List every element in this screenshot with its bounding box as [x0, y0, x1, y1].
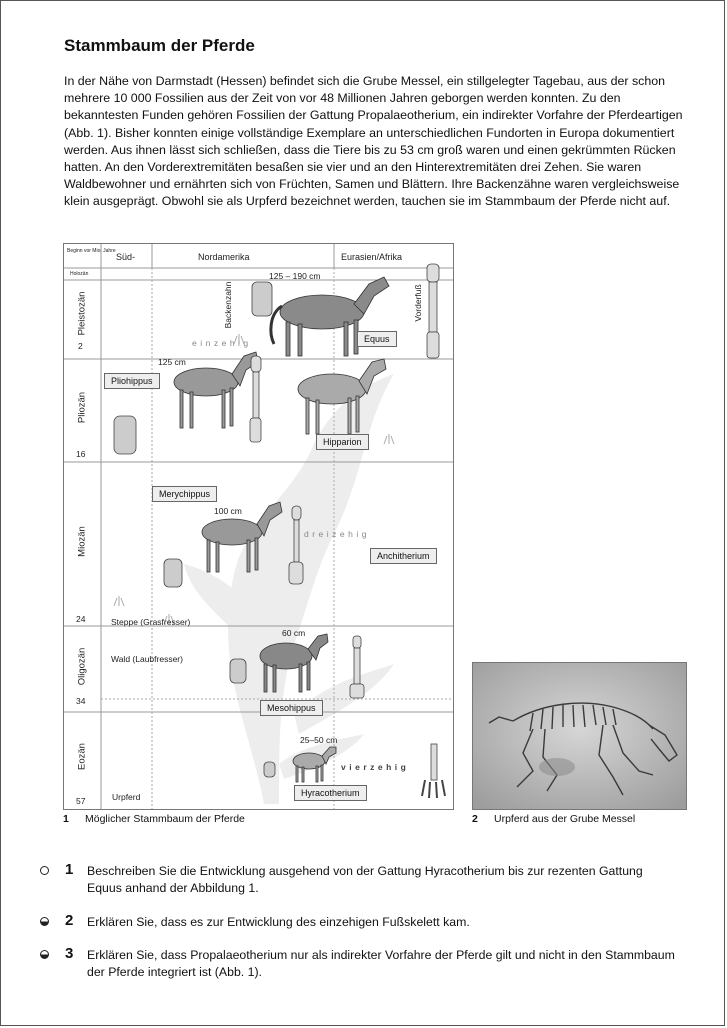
mesohippus-foot-illustration [350, 636, 364, 698]
difficulty-empty-circle-icon [40, 866, 49, 875]
holozaen-label: Holozän [70, 271, 89, 277]
difficulty-half-circle-icon [40, 950, 49, 959]
header-sued: Süd- [116, 252, 136, 262]
family-tree-graphic [64, 244, 453, 809]
hyracotherium-foot-illustration [422, 744, 445, 798]
merychippus-size: 100 cm [214, 506, 242, 516]
genus-label-pliohippus: Pliohippus [104, 373, 160, 389]
equus-size: 125 – 190 cm [269, 271, 321, 281]
vorderfuss-label: Vorderfuß [413, 284, 423, 322]
figure-urpferd-fossil [472, 662, 687, 810]
figure1-caption-text: Möglicher Stammbaum der Pferde [85, 813, 245, 825]
page-title: Stammbaum der Pferde [64, 36, 255, 55]
header-nordamerika: Nordamerika [198, 252, 250, 262]
equus-foot-illustration [427, 264, 439, 358]
mesohippus-tooth-illustration [230, 659, 246, 683]
habitat-steppe: Steppe (Grasfresser) [111, 617, 191, 627]
merychippus-tooth-illustration [164, 559, 182, 587]
mesohippus-size: 60 cm [282, 628, 306, 638]
epoch-start: 16 [76, 449, 86, 459]
genus-label-mesohippus: Mesohippus [260, 700, 323, 716]
header-eurasien: Eurasien/Afrika [341, 252, 403, 262]
epoch-label: Eozän [76, 743, 88, 770]
difficulty-half-circle-icon [40, 917, 49, 926]
task-item [40, 863, 680, 899]
genus-label-merychippus: Merychippus [152, 486, 217, 502]
figure2-caption-text: Urpferd aus der Grube Messel [494, 813, 636, 825]
epoch-start: 57 [76, 796, 86, 806]
urpferd-label: Urpferd [112, 792, 141, 802]
task-text: Erklären Sie, dass Propalaeotherium nur als indirekter Vorfahre der Pferde gilt und nicht in den Stammbaum der Pferde integriert ist (Abb. 1). [87, 948, 675, 979]
pliohippus-illustration [174, 352, 258, 428]
toe-label-one: einzehig [192, 338, 252, 348]
equus-tooth-illustration [252, 282, 272, 316]
epoch-start: 34 [76, 696, 86, 706]
epoch-start: 2 [78, 341, 83, 351]
figure2-caption [472, 813, 635, 825]
pliohippus-tooth-illustration [114, 416, 136, 454]
genus-label-hipparion: Hipparion [316, 434, 369, 450]
genus-label-equus: Equus [357, 331, 397, 347]
figure2-number: 2 [472, 813, 478, 825]
task-text: Beschreiben Sie die Entwicklung ausgehend von der Gattung Hyracotherium bis zur rezenten Gattung Equus anhand der Abbildung 1. [87, 864, 643, 895]
epoch-label: Oligozän [76, 647, 88, 686]
epoch-label: Miozän [76, 526, 88, 557]
toe-label-three: dreizehig [304, 529, 370, 539]
figure-horse-family-tree [63, 243, 454, 810]
pliohippus-size: 125 cm [158, 357, 186, 367]
task-number: 1 [65, 861, 74, 878]
epoch-label: Pliozän [76, 391, 88, 424]
hyracotherium-size: 25–50 cm [300, 735, 338, 745]
epoch-start: 24 [76, 614, 86, 624]
pliohippus-foot-illustration [250, 356, 261, 442]
intro-paragraph: In der Nähe von Darmstadt (Hessen) befindet sich die Grube Messel, ein stillgelegter Tagebau, aus der schon mehrere 10 000 Fossilien aus der Zeit von vor 48 Millionen Jahren geborgen werden konnten. Zu den bekanntesten Funden gehören Fossilien der Gattung Propalaeotherium, ein indirekter Vorfahre der Pferdeartigen (Abb. 1). Bisher konnten einige vollständige Exemplare an unterschiedlichen Fundorten in Europa dokumentiert werden. Aus ihnen lässt sich schließen, dass die Tiere bis zu 53 cm groß waren und einen gekrümmten Rücken hatten. An den Vorderextremitäten besaßen sie vier und an den Hinterextremitäten drei Zehen. Sie waren Waldbewohner und ernährten sich von Früchten, Samen und Blättern. Ihre Backenzähne waren vergleichsweise klein ausgeprägt. Obwohl sie als Urpferd bezeichnet werden, tauchen sie im Stammbaum der Pferde nicht auf. [64, 74, 683, 209]
fossil-photo-illustration [473, 663, 686, 809]
backenzahn-label: Backenzahn [223, 281, 233, 329]
toe-label-four: vierzehig [341, 762, 410, 772]
genus-label-hyracotherium: Hyracotherium [294, 785, 367, 801]
hyracotherium-tooth-illustration [264, 762, 275, 777]
task-item [40, 947, 680, 983]
epoch-label: Pleistozän [76, 291, 88, 336]
task-item [40, 914, 680, 934]
habitat-wald: Wald (Laubfresser) [111, 654, 183, 664]
genus-label-anchitherium: Anchitherium [370, 548, 437, 564]
figure1-number: 1 [63, 813, 69, 825]
task-number: 3 [65, 945, 74, 962]
figure1-caption [63, 813, 245, 825]
header-time-column: Beginn vor Mio. Jahre [67, 248, 116, 254]
task-text: Erklären Sie, dass es zur Entwicklung des einzehigen Fußskelett kam. [87, 915, 470, 929]
task-number: 2 [65, 912, 74, 929]
